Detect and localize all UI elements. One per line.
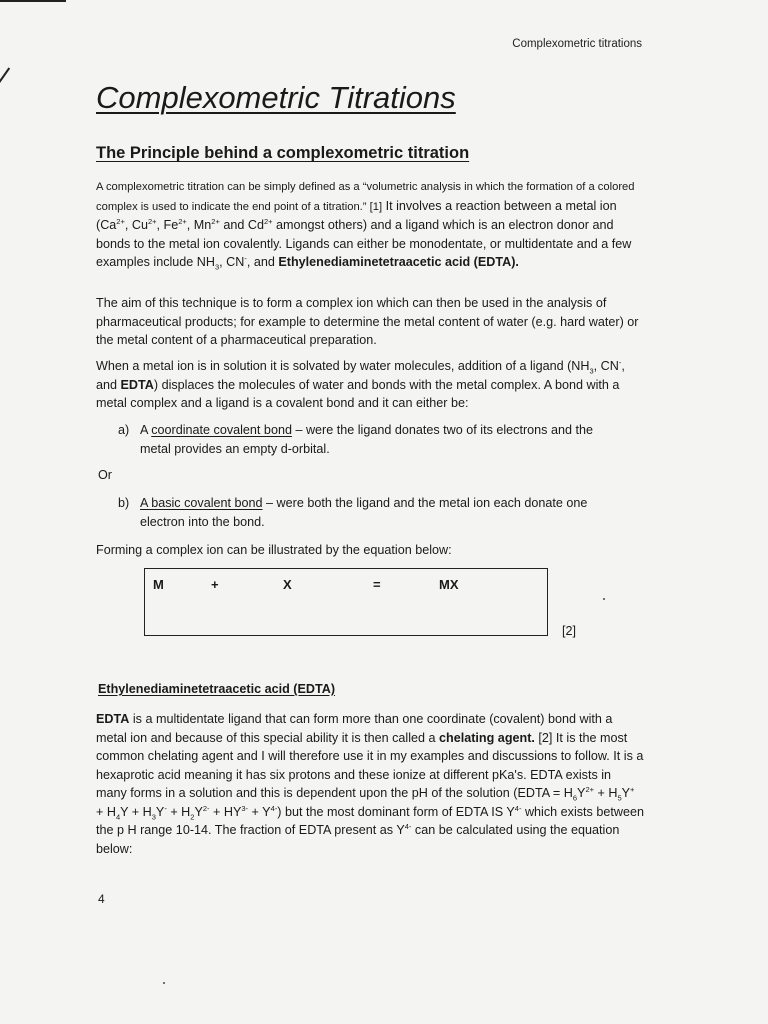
or-text: Or (98, 468, 112, 482)
margin-mark (0, 67, 10, 86)
equation-ligand: X (283, 577, 292, 592)
equation-complex: MX (439, 577, 459, 592)
paragraph-aim: The aim of this technique is to form a complex ion which can then be used in the analysis of pharmaceutical products; for example to determine the metal content of water (e.g. hard water) or the metal content of a pharmaceutical preparation. (96, 296, 639, 347)
equation-box (144, 568, 548, 636)
stray-dot (603, 598, 605, 600)
reference-marker: [2] (562, 624, 577, 638)
section-heading-principle: The Principle behind a complexometric titration (96, 144, 470, 162)
running-header: Complexometric titrations (512, 38, 642, 50)
section-heading-edta: Ethylenediaminetetraacetic acid (EDTA) (98, 682, 336, 696)
paragraph-edta: EDTA is a multidentate ligand that can form more than one coordinate (covalent) bond with a metal ion and because of this special ability it is then called a chelating agent. [2] It is the most common chelating agent and I will therefore use it in my examples and discussions to follow. It is a hexaprotic acid meaning it has six protons and these ionize at different pKa's. EDTA exists in many forms in a solution and this is dependent upon the pH of the solution (EDTA = $H_6Y^{2+} + H_5Y^+ + H_4Y + H_3Y^- + H_2Y^{2-} + HY^{3-} + Y^{4-}$) but the most dominant form of EDTA IS $Y^{4-}$ which exists between the p H range 10-14. The fraction of EDTA present as $Y^{4-}$ can be calculated using the equation below: (96, 712, 644, 856)
page-number: 4 (98, 892, 105, 906)
page-title: Complexometric Titrations (96, 80, 456, 115)
paragraph-solvation: When a metal ion is in solution it is solvated by water molecules, addition of a ligand ($NH_3$, CN-, and EDTA) displaces the molecules of water and bonds with the metal complex. A bond with a metal complex and a ligand is a covalent bond and it can either be: (96, 357, 625, 410)
list-item-coordinate-bond: a) A coordinate covalent bond – were the ligand donates two of its electrons and the metal provides an empty d-orbital. (118, 423, 593, 456)
equation-metal: M (153, 577, 164, 592)
equation-plus: + (211, 577, 219, 592)
stray-dot-bottom (163, 982, 165, 984)
paragraph-definition: A complexometric titration can be simply defined as a “volumetric analysis in which the formation of a colored complex is used to indicate the end point of a titration.” [1] It involves a reaction between a metal ion ($Ca^{2+}$, $Cu^{2+}$, $Fe^{2+}$, $Mn^{2+}$ and $Cd^{2+}$ amongst others) and a ligand which is an electron donor and bonds to the metal ion covalently. Ligands can either be monodentate, or multidentate and a few examples include $NH_3$, CN-, and Ethylenediaminetetraacetic acid (EDTA). (96, 181, 635, 272)
equation-equals: = (373, 577, 381, 592)
list-item-basic-bond: b) A basic covalent bond – were both the ligand and the metal ion each donate one electron into the bond. (118, 496, 588, 529)
paragraph-equation-intro: Forming a complex ion can be illustrated by the equation below: (96, 543, 452, 557)
top-edge-line (0, 0, 66, 2)
